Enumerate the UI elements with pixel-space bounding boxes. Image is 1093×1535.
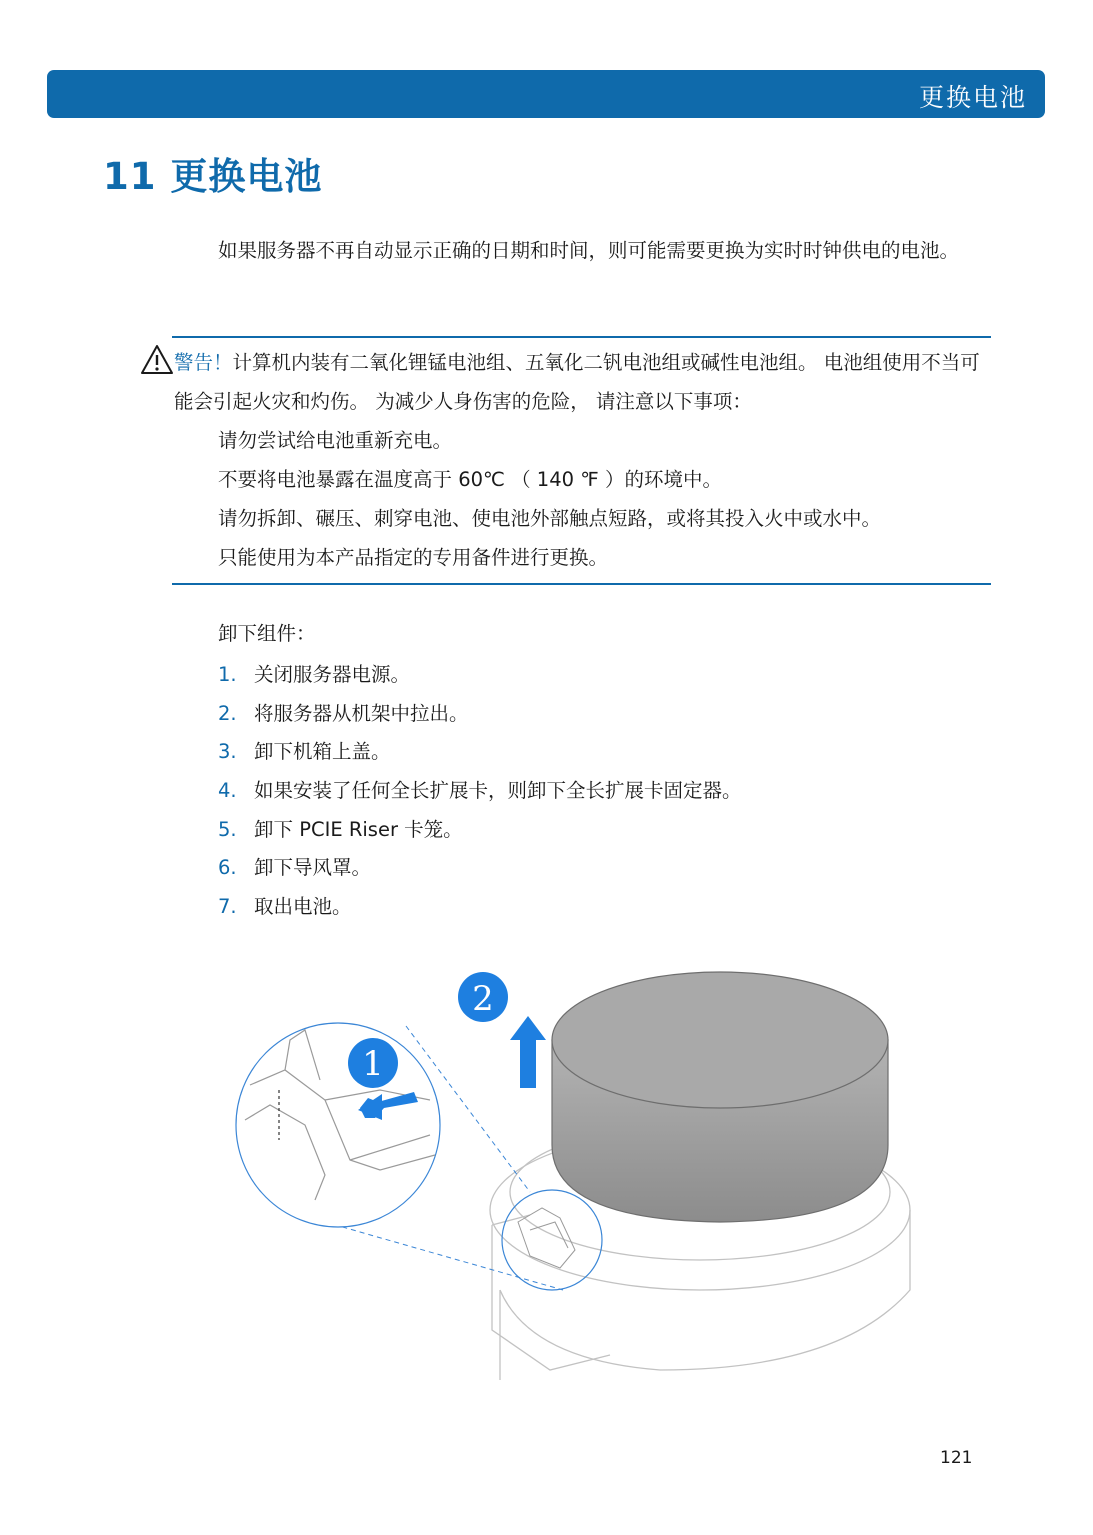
coin-battery bbox=[552, 972, 888, 1222]
warning-text: 计算机内装有二氧化锂锰电池组、五氧化二钒电池组或碱性电池组。 电池组使用不当可能会引起火灾和灼伤。 为减少人身伤害的危险， 请注意以下事项： bbox=[174, 351, 980, 413]
step-number: 1. bbox=[218, 663, 237, 686]
step-text: 如果安装了任何全长扩展卡，则卸下全长扩展卡固定器。 bbox=[254, 779, 742, 803]
step-text: 将服务器从机架中拉出。 bbox=[254, 701, 469, 725]
header-bar bbox=[47, 70, 1045, 118]
step-text: 卸下 PCIE Riser 卡笼。 bbox=[254, 817, 463, 841]
step-text: 取出电池。 bbox=[254, 895, 352, 919]
warning-item: 只能使用为本产品指定的专用备件进行更换。 bbox=[218, 546, 609, 569]
step-number: 6. bbox=[218, 856, 237, 880]
warning-icon bbox=[140, 344, 174, 376]
section-intro: 卸下组件： bbox=[218, 622, 316, 645]
warning-item: 请勿拆卸、碾压、刺穿电池、使电池外部触点短路，或将其投入火中或水中。 bbox=[218, 507, 882, 530]
steps-list bbox=[218, 656, 742, 927]
callout-1-label: 1 bbox=[362, 1044, 384, 1084]
warning-item: 请勿尝试给电池重新充电。 bbox=[218, 429, 453, 452]
step-number: 4. bbox=[218, 779, 237, 803]
warning-label: 警告！ bbox=[174, 351, 233, 374]
battery-removal-illustration bbox=[230, 960, 930, 1380]
zoom-circle bbox=[236, 1023, 440, 1227]
step-item bbox=[218, 656, 742, 695]
warning-paragraph bbox=[174, 343, 994, 421]
step-text: 卸下机箱上盖。 bbox=[254, 740, 391, 764]
step-number: 5. bbox=[218, 817, 237, 841]
callout-1-badge bbox=[348, 1038, 398, 1088]
step-number: 2. bbox=[218, 701, 237, 725]
header-title: 更换电池 bbox=[918, 83, 1027, 112]
step-item bbox=[218, 849, 742, 888]
step-item bbox=[218, 695, 742, 734]
step-item bbox=[218, 811, 742, 850]
warning-block bbox=[174, 343, 994, 577]
step-number: 3. bbox=[218, 740, 237, 764]
step-number: 7. bbox=[218, 895, 237, 919]
callout-2-badge bbox=[458, 972, 508, 1022]
step-item bbox=[218, 733, 742, 772]
page-number: 121 bbox=[940, 1448, 973, 1468]
warning-item: 不要将电池暴露在温度高于 60℃ （ 140 ℉ ）的环境中。 bbox=[218, 468, 722, 491]
intro-paragraph bbox=[174, 231, 994, 271]
step-item bbox=[218, 772, 742, 811]
warning-bottom-rule bbox=[172, 583, 991, 585]
page-title: 11 更换电池 bbox=[103, 155, 323, 198]
clip-detail bbox=[518, 1208, 575, 1268]
warning-top-rule bbox=[172, 336, 991, 338]
intro-text: 如果服务器不再自动显示正确的日期和时间，则可能需要更换为实时时钟供电的电池。 bbox=[218, 239, 960, 262]
clip-focus-circle bbox=[502, 1190, 602, 1290]
step-text: 关闭服务器电源。 bbox=[254, 663, 411, 686]
up-arrow-icon bbox=[510, 1016, 546, 1088]
callout-2-label: 2 bbox=[472, 979, 494, 1019]
step-item bbox=[218, 888, 742, 927]
step-text: 卸下导风罩。 bbox=[254, 856, 372, 880]
